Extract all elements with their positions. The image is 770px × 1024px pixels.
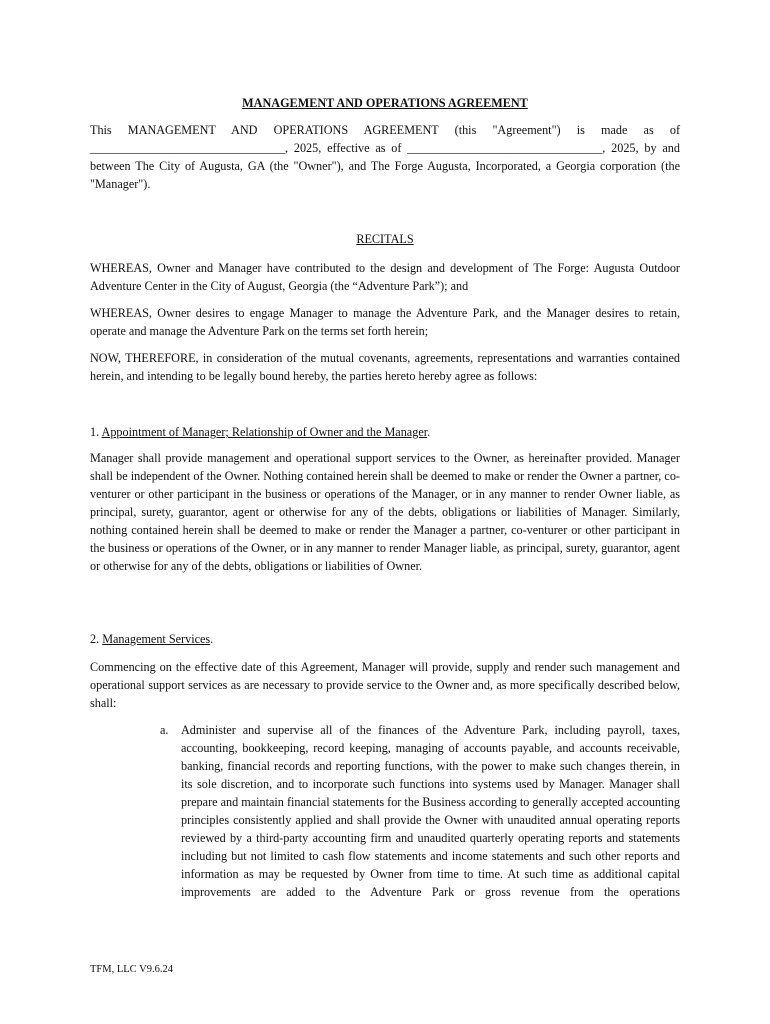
recital-paragraph-2: WHEREAS, Owner desires to engage Manager to manage the Adventure Park, and the Manager desires to retain, operate and manage the Adventure Park on the terms set forth herein; <box>90 306 680 338</box>
list-item-a-text: Administer and supervise all of the finances of the Adventure Park, including payroll, taxes, accounting, bookkeeping, record keeping, managing of accounts payable, and accounts receivable, banking, financial records and reporting functions, with the power to make such changes therein, in its sole discretion, and to incorporate such functions into systems used by Manager. Manager shall prepare and maintain financial statements for the Business according to generally accepted accounting principles consistently applied and shall provide the Owner with unaudited annual operating reports reviewed by a third-party accounting firm and unaudited quarterly operating reports and statements including but not limited to cash flow statements and income statements and such other reports and information as may be requested by Owner from time to time. At such time as additional capital improvements are added to the Adventure Park or gross revenue from the operations <box>181 723 680 899</box>
section-2-heading: Management Services <box>102 632 211 646</box>
section-1-body: Manager shall provide management and operational support services to the Owner, as hereinafter provided. Manager shall be independent of the Owner. Nothing contained herein shall be deemed to make or render the Owner a partner, co-venturer or other participant in the business or operations of the Manager, or in any manner to render Owner liable, as principal, surety, guarantor, agent or otherwise for any of the debts, obligations or liabilities of Manager. Similarly, nothing contained herein shall be deemed to make or render the Manager a partner, co-venturer or other participant in the business or operations of the Owner, or in any manner to render Manager liable, as principal, surety, guarantor, agent or otherwise for any of the debts, obligations or liabilities of Owner. <box>90 451 680 573</box>
section-2-body: Commencing on the effective date of this Agreement, Manager will provide, supply and render such management and operational support services as are necessary to provide service to the Owner and, as more specifically described below, shall: <box>90 660 680 710</box>
recital-paragraph-1: WHEREAS, Owner and Manager have contributed to the design and development of The Forge: Augusta Outdoor Adventure Center in the City of August, Georgia (the “Adventure Park”); and <box>90 261 680 293</box>
section-1-number: 1. <box>90 425 102 439</box>
recitals-heading: RECITALS <box>356 232 414 246</box>
section-2-heading-line <box>90 630 680 648</box>
section-2-number: 2. <box>90 632 103 646</box>
section-1-heading: Appointment of Manager; Relationship of Owner and the Manager <box>101 425 428 439</box>
intro-paragraph: This MANAGEMENT AND OPERATIONS AGREEMENT (this "Agreement") is made as of ________________________________, 2025, effective as of ________________________________, 2025, by and between The City of Augusta, GA (the "Owner"), and The Forge Augusta, Incorporated, a Georgia corporation (the "Manager"). <box>90 123 680 191</box>
list-item-a-marker: a. <box>160 723 169 737</box>
document-title: MANAGEMENT AND OPERATIONS AGREEMENT <box>242 96 528 110</box>
section-1-heading-period: . <box>427 425 431 439</box>
footer-version: TFM, LLC V9.6.24 <box>90 964 173 975</box>
recital-paragraph-3: NOW, THEREFORE, in consideration of the mutual covenants, agreements, representations and warranties contained herein, and intending to be legally bound hereby, the parties hereto hereby agree as follows: <box>90 351 680 383</box>
section-1-heading-line <box>90 423 680 441</box>
section-2-heading-period: . <box>210 632 214 646</box>
